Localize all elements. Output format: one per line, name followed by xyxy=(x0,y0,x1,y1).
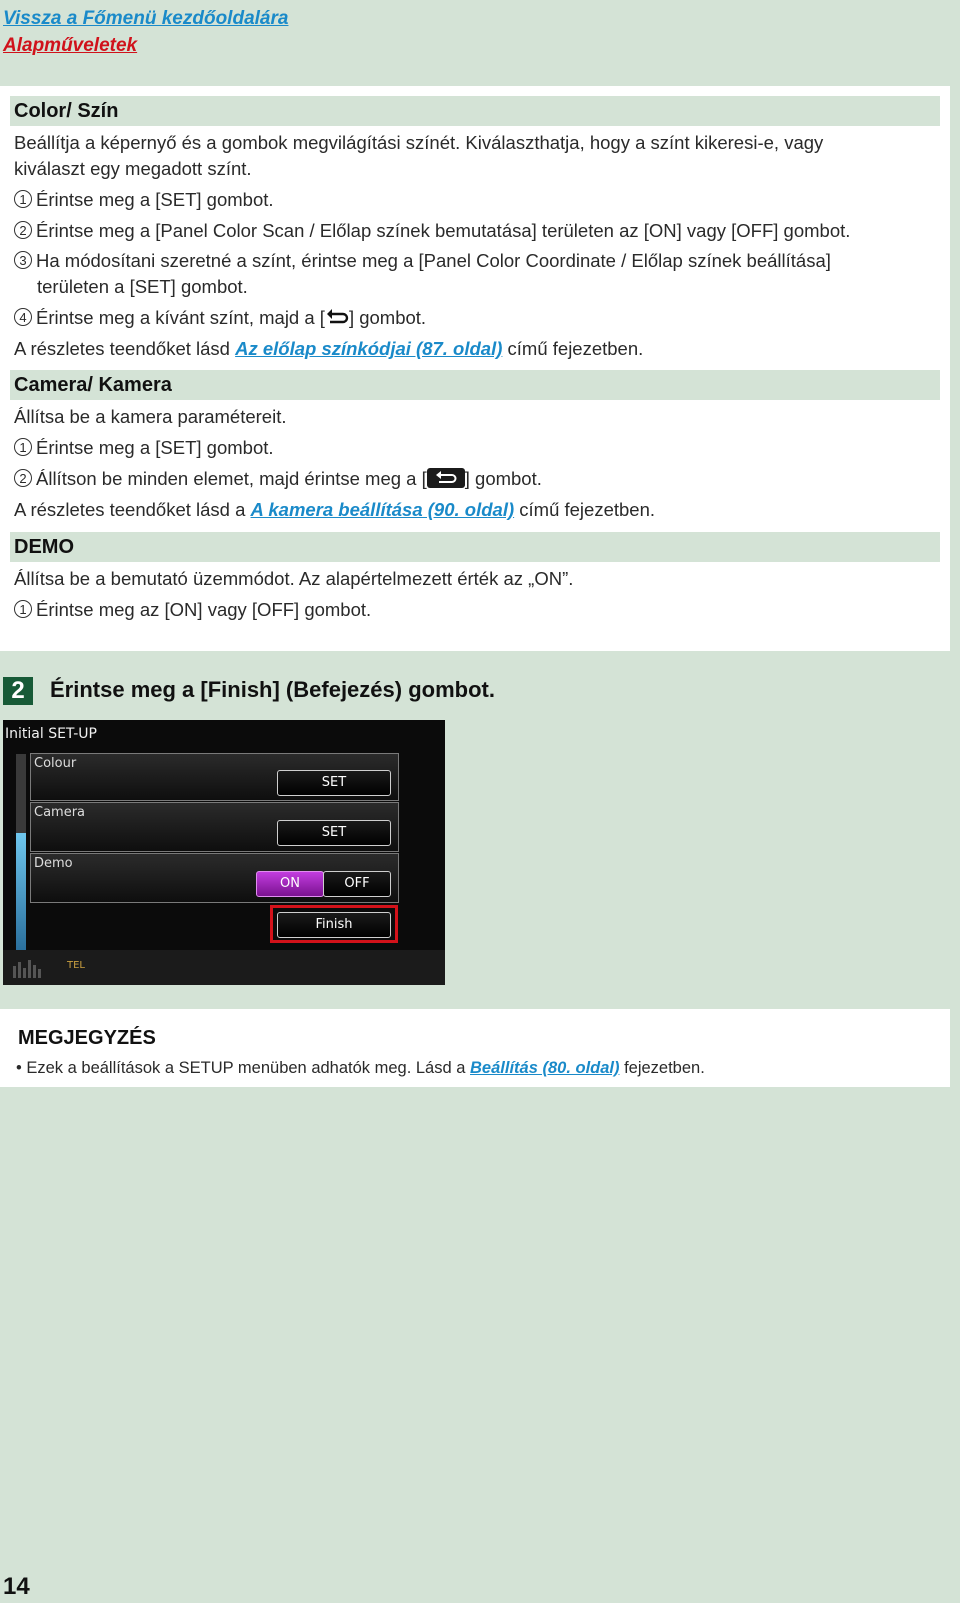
screen-footer xyxy=(3,950,445,985)
note-box xyxy=(0,1009,950,1087)
demo-on-button[interactable]: ON xyxy=(256,871,324,897)
color-step-3 xyxy=(14,250,831,272)
step-2-instruction: Érintse meg a [Finish] (Befejezés) gombot. xyxy=(50,677,495,702)
scrollbar[interactable] xyxy=(16,754,26,951)
panel-color-codes-link[interactable]: Az előlap színkódjai (87. oldal) xyxy=(235,338,503,359)
bullet: • xyxy=(16,1059,22,1077)
camera-setup-link[interactable]: A kamera beállítása (90. oldal) xyxy=(250,499,515,520)
color-desc-line1: Beállítja a képernyő és a gombok megvilágítási színét. Kiválaszthatja, hogy a színt kikeresi-e, vagy xyxy=(14,132,824,153)
step-number: 4 xyxy=(14,308,32,326)
step-text: Érintse meg a kívánt színt, majd a [ xyxy=(36,307,325,328)
tel-indicator[interactable]: TEL xyxy=(67,960,85,971)
step-text: Ha módosítani szeretné a színt, érintse meg a [Panel Color Coordinate / Előlap színek beállítása] xyxy=(36,250,831,271)
demo-section-title: DEMO xyxy=(10,532,940,562)
step-2-badge: 2 xyxy=(3,677,33,705)
camera-label: Camera xyxy=(34,805,86,820)
color-step-3-cont: területen a [SET] gombot. xyxy=(37,276,248,297)
step-number: 3 xyxy=(14,251,32,269)
scrollbar-fill xyxy=(16,833,26,951)
step-number: 1 xyxy=(14,600,32,618)
return-icon xyxy=(325,307,349,327)
demo-off-button[interactable]: OFF xyxy=(323,871,391,897)
step-text: Érintse meg a [SET] gombot. xyxy=(36,437,274,458)
camera-reference xyxy=(14,499,655,521)
color-step-4 xyxy=(14,307,426,329)
return-button-icon xyxy=(427,468,465,488)
demo-desc: Állítsa be a bemutató üzemmódot. Az alapértelmezett érték az „ON”. xyxy=(14,568,574,589)
camera-set-button[interactable]: SET xyxy=(277,820,391,846)
color-reference xyxy=(14,338,643,360)
settings-panel xyxy=(0,86,950,651)
ref-text: A részletes teendőket lásd a xyxy=(14,499,251,520)
camera-step-2 xyxy=(14,468,542,490)
step-text: Érintse meg az [ON] vagy [OFF] gombot. xyxy=(36,599,372,620)
step-number: 1 xyxy=(14,438,32,456)
step-number: 2 xyxy=(14,469,32,487)
back-to-main-menu-link[interactable]: Vissza a Főmenü kezdőoldalára xyxy=(3,8,289,29)
step-text: Érintse meg a [SET] gombot. xyxy=(36,189,274,210)
settings-link[interactable]: Beállítás (80. oldal) xyxy=(470,1059,620,1077)
ref-text: A részletes teendőket lásd xyxy=(14,338,236,359)
equalizer-icon xyxy=(11,956,51,978)
camera-row xyxy=(30,802,399,852)
page-number: 14 xyxy=(3,1573,30,1600)
camera-desc: Állítsa be a kamera paramétereit. xyxy=(14,406,287,427)
finish-button[interactable]: Finish xyxy=(277,912,391,938)
color-desc-line2: kiválaszt egy megadott színt. xyxy=(14,158,252,179)
note-text-end: fejezetben. xyxy=(619,1059,705,1077)
camera-section-title: Camera/ Kamera xyxy=(10,370,940,400)
camera-step-1 xyxy=(14,437,274,459)
screen-title: Initial SET-UP xyxy=(5,726,97,742)
finish-highlight-frame xyxy=(270,905,398,943)
demo-step-1 xyxy=(14,599,371,621)
color-step-2 xyxy=(14,220,850,242)
step-text-end: ] gombot. xyxy=(464,468,542,489)
colour-label: Colour xyxy=(34,756,77,771)
note-text xyxy=(16,1059,705,1078)
ref-text-end: című fejezetben. xyxy=(502,338,644,359)
color-section-title: Color/ Szín xyxy=(10,96,940,126)
colour-row xyxy=(30,753,399,801)
note-title: MEGJEGYZÉS xyxy=(18,1027,156,1049)
step-text-end: ] gombot. xyxy=(348,307,427,328)
step-text: Állítson be minden elemet, majd érintse meg a [ xyxy=(36,468,427,489)
color-step-1 xyxy=(14,189,274,211)
ref-text-end: című fejezetben. xyxy=(514,499,656,520)
step-text: Érintse meg a [Panel Color Scan / Előlap színek bemutatása] területen az [ON] vagy [OFF] gombot. xyxy=(36,220,851,241)
demo-row xyxy=(30,853,399,903)
step-number: 1 xyxy=(14,190,32,208)
initial-setup-screenshot xyxy=(3,720,445,985)
basic-operations-link[interactable]: Alapműveletek xyxy=(3,35,138,56)
step-number: 2 xyxy=(14,221,32,239)
colour-set-button[interactable]: SET xyxy=(277,770,391,796)
note-text-start: Ezek a beállítások a SETUP menüben adhatók meg. Lásd a xyxy=(26,1059,471,1077)
demo-label: Demo xyxy=(34,856,73,871)
